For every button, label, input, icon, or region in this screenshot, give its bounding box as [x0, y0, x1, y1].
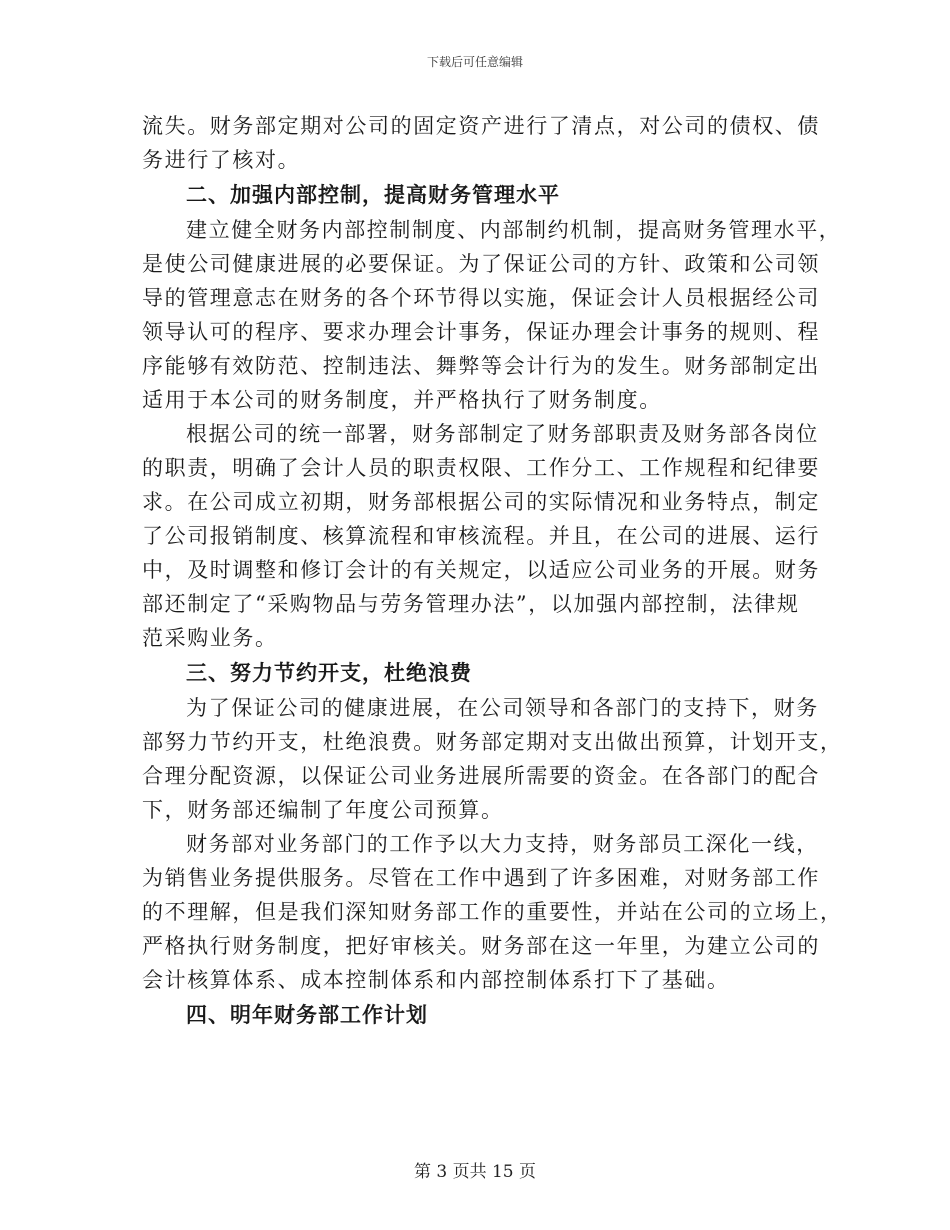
text-line: 序能够有效防范、控制违法、舞弊等会计行为的发生。财务部制定出	[142, 354, 820, 378]
text-line: 部还制定了“采购物品与劳务管理办法”，以加强内部控制，法律规	[142, 592, 800, 616]
text-line: 的职责，明确了会计人员的职责权限、工作分工、工作规程和纪律要	[142, 456, 820, 480]
text-line: 求。在公司成立初期，财务部根据公司的实际情况和业务特点，制定	[142, 490, 820, 514]
document-body	[142, 109, 843, 1033]
text-line: 领导认可的程序、要求办理会计事务，保证办理会计事务的规则、程	[142, 320, 820, 344]
text-line: 中，及时调整和修订会计的有关规定，以适应公司业务的开展。财务	[142, 558, 820, 582]
text-line: 务进行了核对。	[142, 148, 301, 172]
text-line: 的不理解，但是我们深知财务部工作的重要性，并站在公司的立场上，	[142, 900, 843, 924]
text-line: 建立健全财务内部控制制度、内部制约机制，提高财务管理水平，	[186, 218, 842, 242]
text-line: 导的管理意志在财务的各个环节得以实施，保证会计人员根据经公司	[142, 286, 820, 310]
text-line: 严格执行财务制度，把好审核关。财务部在这一年里，为建立公司的	[142, 934, 820, 958]
text-line: 适用于本公司的财务制度，并严格执行了财务制度。	[142, 388, 662, 412]
text-line: 为了保证公司的健康进展，在公司领导和各部门的支持下，财务	[186, 696, 819, 720]
text-line: 了公司报销制度、核算流程和审核流程。并且，在公司的进展、运行	[142, 524, 820, 548]
section-heading-4: 四、明年财务部工作计划	[186, 1003, 428, 1027]
section-heading-3: 三、努力节约开支，杜绝浪费	[186, 661, 472, 685]
text-line: 部努力节约开支，杜绝浪费。财务部定期对支出做出预算，计划开支，	[142, 730, 843, 754]
page-header: 下载后可任意编辑	[426, 55, 523, 69]
page-number: 第 3 页共 15 页	[413, 1162, 537, 1182]
section-heading-2: 二、加强内部控制，提高财务管理水平	[186, 183, 560, 207]
text-line: 财务部对业务部门的工作予以大力支持，财务部员工深化一线，	[186, 832, 819, 856]
text-line: 是使公司健康进展的必要保证。为了保证公司的方针、政策和公司领	[142, 252, 820, 276]
text-line: 会计核算体系、成本控制体系和内部控制体系打下了基础。	[142, 968, 730, 992]
text-line: 根据公司的统一部署，财务部制定了财务部职责及财务部各岗位	[186, 422, 819, 446]
text-line: 下，财务部还编制了年度公司预算。	[142, 798, 504, 822]
text-line: 流失。财务部定期对公司的固定资产进行了清点，对公司的债权、债	[142, 114, 820, 138]
text-line: 合理分配资源，以保证公司业务进展所需要的资金。在各部门的配合	[142, 764, 820, 788]
text-line: 范采购业务。	[142, 626, 278, 650]
text-line: 为销售业务提供服务。尽管在工作中遇到了许多困难，对财务部工作	[142, 866, 820, 890]
